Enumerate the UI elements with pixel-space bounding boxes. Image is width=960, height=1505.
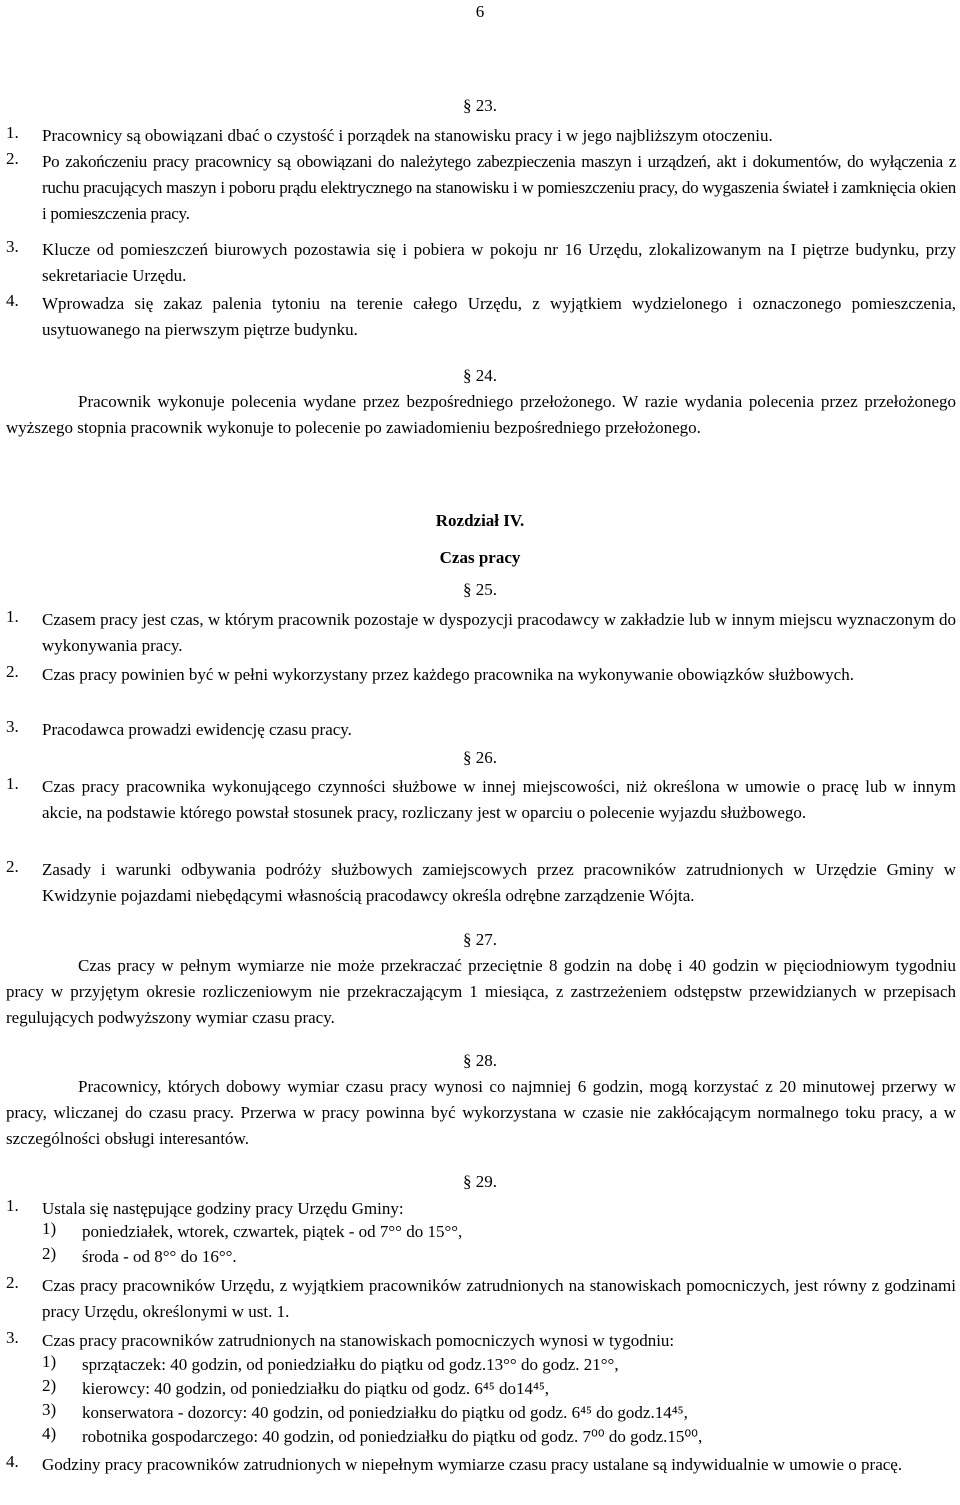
chapter-subtitle: Czas pracy xyxy=(439,548,521,567)
item-text: Czas pracy pracownika wykonującego czynności służbowe w innej miejscowości, niż określona w umowie o pracę lub w innym akcie, na podstawie którego powstał stosunek pracy, rozliczany jest w oparciu o polecenie wyjazdu służbowego. xyxy=(42,777,956,822)
item-text: Pracownicy są obowiązani dbać o czystość i porządek na stanowisku pracy i w jego najbliższym otoczeniu. xyxy=(42,126,773,145)
section-28-title: § 28. xyxy=(463,1051,497,1070)
sub-text: sprzątaczek: 40 godzin, od poniedziałku do piątku od godz.13°° do godz. 21°°, xyxy=(82,1355,619,1374)
sub-number: 4) xyxy=(42,1424,57,1443)
paragraph-text: Pracownik wykonuje polecenia wydane przez bezpośredniego przełożonego. W razie wydania polecenia przez przełożonego wyższego stopnia pracownik wykonuje to polecenie po zawiadomieniu bezpośredniego przełożonego. xyxy=(6,392,956,437)
section-27-title: § 27. xyxy=(463,930,497,949)
s29-item-1-sub-2 xyxy=(42,1244,942,1270)
sub-number: 2) xyxy=(42,1376,57,1395)
item-number: 2. xyxy=(6,857,19,876)
paragraph-text: Czas pracy w pełnym wymiarze nie może przekraczać przeciętnie 8 godzin na dobę i 40 godzin w pięciodniowym tygodniu pracy w przyjętym okresie rozliczeniowym nie przekraczającym 1 miesiąca, z zastrzeżeniem odstępstw przewidzianych w przepisach regulujących podwyższony wymiar czasu pracy. xyxy=(6,956,956,1027)
paragraph-text: Pracownicy, których dobowy wymiar czasu pracy wynosi co najmniej 6 godzin, mogą korzystać z 20 minutowej przerwy w pracy, wliczanej do czasu pracy. Przerwa w pracy powinna być wykorzystana w czasie nie zakłócającym normalnego toku pracy, a w szczególności obsługi interesantów. xyxy=(6,1077,956,1148)
sub-number: 1) xyxy=(42,1219,57,1238)
item-number: 1. xyxy=(6,607,19,626)
item-number: 2. xyxy=(6,149,19,168)
s29-item-3: 3. Czas pracy pracowników zatrudnionych na stanowiskach pomocniczych wynosi w tygodniu: xyxy=(6,1328,956,1354)
item-text: Godziny pracy pracowników zatrudnionych w niepełnym wymiarze czasu pracy ustalane są indywidualnie w umowie o pracę. xyxy=(42,1455,903,1474)
section-23-title: § 23. xyxy=(463,96,497,115)
item-text: Czas pracy pracowników Urzędu, z wyjątkiem pracowników zatrudnionych na stanowiskach pomocniczych, jest równy z godzinami pracy Urzędu, określonymi w ust. 1. xyxy=(42,1276,956,1321)
sub-text: robotnika gospodarczego: 40 godzin, od poniedziałku do piątku od godz. 7⁰⁰ do godz.15⁰⁰, xyxy=(82,1427,703,1446)
s23-item-2 xyxy=(6,149,956,227)
section-26-title: § 26. xyxy=(463,748,497,767)
item-number: 1. xyxy=(6,123,19,142)
item-number: 2. xyxy=(6,662,19,681)
page-number: 6 xyxy=(475,2,485,21)
sub-number: 2) xyxy=(42,1244,57,1263)
s29-item-3-sub-4 xyxy=(42,1424,942,1450)
s24-paragraph xyxy=(6,389,956,441)
s23-item-1 xyxy=(6,123,956,149)
s29-item-4: 4. Godziny pracy pracowników zatrudnionych w niepełnym wymiarze czasu pracy ustalane są indywidualnie w umowie o pracę. xyxy=(6,1452,956,1478)
item-text: Wprowadza się zakaz palenia tytoniu na terenie całego Urzędu, z wyjątkiem wydzielonego i oznaczonego pomieszczenia, usytuowanego na pierwszym piętrze budynku. xyxy=(42,294,956,339)
s25-item-2 xyxy=(6,662,956,688)
s28-paragraph xyxy=(6,1074,956,1152)
s25-item-1 xyxy=(6,607,956,659)
sub-text: kierowcy: 40 godzin, od poniedziałku do piątku od godz. 6⁴⁵ do14⁴⁵, xyxy=(82,1379,550,1398)
section-24-title: § 24. xyxy=(463,366,497,385)
sub-text: konserwatora - dozorcy: 40 godzin, od poniedziałku do piątku od godz. 6⁴⁵ do godz.14⁴⁵, xyxy=(82,1403,688,1422)
item-number: 3. xyxy=(6,717,19,736)
chapter-title: Rozdział IV. xyxy=(435,511,525,530)
s26-item-2 xyxy=(6,857,956,909)
item-text: Klucze od pomieszczeń biurowych pozostawia się i pobiera w pokoju nr 16 Urzędu, zlokalizowanym na I piętrze budynku, przy sekretariacie Urzędu. xyxy=(42,240,956,285)
section-25-title: § 25. xyxy=(463,580,497,599)
s29-item-2: 2. Czas pracy pracowników Urzędu, z wyjątkiem pracowników zatrudnionych na stanowiskach pomocniczych, jest równy z godzinami pracy Urzędu, określonymi w ust. 1. xyxy=(6,1273,956,1325)
item-text: Pracodawca prowadzi ewidencję czasu pracy. xyxy=(42,720,352,739)
sub-text: poniedziałek, wtorek, czwartek, piątek - od 7°° do 15°°, xyxy=(82,1222,463,1241)
s25-item-3 xyxy=(6,717,956,743)
sub-number: 1) xyxy=(42,1352,57,1371)
item-text: Czasem pracy jest czas, w którym pracownik pozostaje w dyspozycji pracodawcy w zakładzie lub w innym miejscu wyznaczonym do wykonywania pracy. xyxy=(42,610,956,655)
item-text: Po zakończeniu pracy pracownicy są obowiązani do należytego zabezpieczenia maszyn i urządzeń, akt i dokumentów, do wyłączenia z ruchu pracujących maszyn i poboru prądu elektrycznego na stanowisku i w pomieszczeniu pracy, do wygaszenia świateł i zamknięcia okien i pomieszczenia pracy. xyxy=(42,152,956,223)
item-text: Zasady i warunki odbywania podróży służbowych zamiejscowych przez pracowników zatrudnionych w Urzędzie Gminy w Kwidzynie pojazdami niebędącymi własnością pracodawcy określa odrębne zarządzenie Wójta. xyxy=(42,860,956,905)
item-number: 3. xyxy=(6,237,19,256)
s26-item-1 xyxy=(6,774,956,826)
s29-item-3-sub-2 xyxy=(42,1376,942,1402)
s29-item-3-sub-1 xyxy=(42,1352,942,1378)
section-29-title: § 29. xyxy=(463,1172,497,1191)
sub-text: środa - od 8°° do 16°°. xyxy=(82,1247,237,1266)
s29-item-3-sub-3 xyxy=(42,1400,942,1426)
sub-number: 3) xyxy=(42,1400,57,1419)
item-number: 1. xyxy=(6,774,19,793)
s29-item-1: 1. Ustala się następujące godziny pracy Urzędu Gminy: xyxy=(6,1196,956,1222)
item-text: Czas pracy powinien być w pełni wykorzystany przez każdego pracownika na wykonywanie obowiązków służbowych. xyxy=(42,665,854,684)
s23-item-4 xyxy=(6,291,956,343)
s29-item-1-sub-1 xyxy=(42,1219,942,1245)
s23-item-3 xyxy=(6,237,956,289)
item-text: Czas pracy pracowników zatrudnionych na stanowiskach pomocniczych wynosi w tygodniu: xyxy=(42,1331,675,1350)
item-number: 4. xyxy=(6,291,19,310)
s27-paragraph xyxy=(6,953,956,1031)
item-text: Ustala się następujące godziny pracy Urzędu Gminy: xyxy=(42,1199,404,1218)
